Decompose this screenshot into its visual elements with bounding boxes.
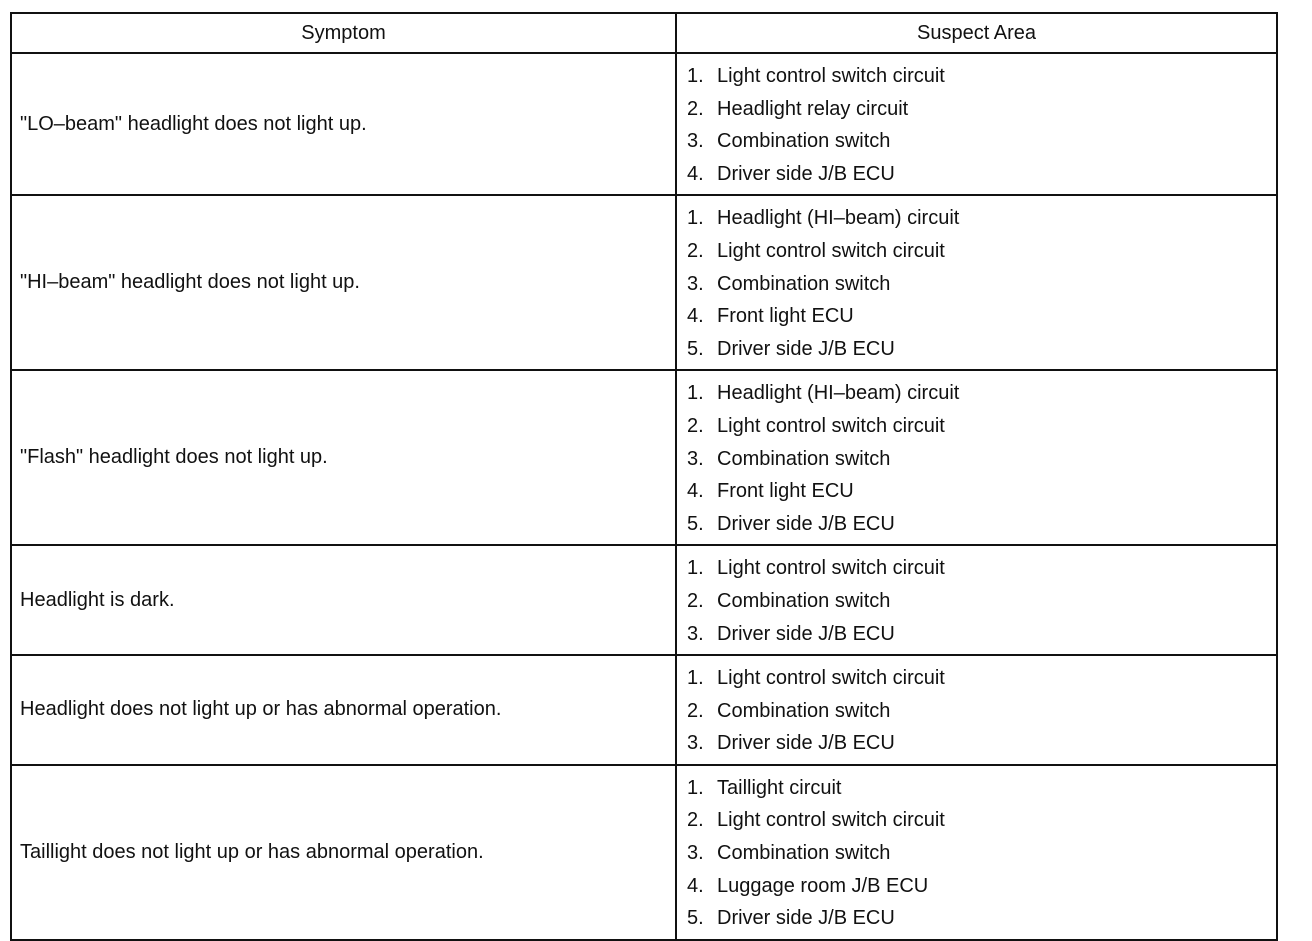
- list-item: [687, 552, 1276, 585]
- list-item: [687, 508, 1276, 541]
- item-number: 5.: [687, 907, 704, 930]
- symptom-cell: "LO–beam" headlight does not light up.: [11, 53, 676, 195]
- symptom-cell: Taillight does not light up or has abnormal operation.: [11, 765, 676, 940]
- item-number: 2.: [687, 239, 704, 262]
- item-number: 4.: [687, 874, 704, 897]
- item-number: 3.: [687, 447, 704, 470]
- item-text: Front light ECU: [717, 480, 854, 503]
- list-item: [687, 443, 1276, 476]
- table-body: [11, 53, 1277, 940]
- suspect-area-cell: [676, 195, 1277, 370]
- item-number: 3.: [687, 842, 704, 865]
- item-text: Combination switch: [717, 272, 891, 295]
- suspect-area-header: Suspect Area: [676, 13, 1277, 53]
- suspect-area-cell: [676, 370, 1277, 545]
- list-item: [687, 695, 1276, 728]
- list-item: [687, 870, 1276, 903]
- table-row: [11, 195, 1277, 370]
- suspect-area-cell: [676, 655, 1277, 765]
- list-item: [687, 158, 1276, 191]
- item-text: Headlight (HI–beam) circuit: [717, 382, 960, 405]
- suspect-area-list: [687, 772, 1276, 935]
- item-number: 1.: [687, 667, 704, 690]
- list-item: [687, 475, 1276, 508]
- item-text: Driver side J/B ECU: [717, 622, 895, 645]
- item-text: Driver side J/B ECU: [717, 337, 895, 360]
- item-text: Headlight relay circuit: [717, 97, 909, 120]
- item-number: 2.: [687, 809, 704, 832]
- suspect-area-cell: [676, 53, 1277, 195]
- list-item: [687, 93, 1276, 126]
- symptom-cell: "Flash" headlight does not light up.: [11, 370, 676, 545]
- item-number: 1.: [687, 207, 704, 230]
- list-item: [687, 585, 1276, 618]
- item-text: Taillight circuit: [717, 776, 842, 799]
- list-item: [687, 235, 1276, 268]
- item-text: Light control switch circuit: [717, 414, 945, 437]
- suspect-area-cell: [676, 765, 1277, 940]
- item-text: Headlight (HI–beam) circuit: [717, 207, 960, 230]
- list-item: [687, 902, 1276, 935]
- item-text: Driver side J/B ECU: [717, 907, 895, 930]
- table-row: [11, 53, 1277, 195]
- item-text: Driver side J/B ECU: [717, 512, 895, 535]
- item-text: Light control switch circuit: [717, 809, 945, 832]
- suspect-area-list: [687, 662, 1276, 760]
- item-text: Light control switch circuit: [717, 557, 945, 580]
- item-number: 2.: [687, 589, 704, 612]
- item-text: Combination switch: [717, 130, 891, 153]
- item-number: 2.: [687, 97, 704, 120]
- list-item: [687, 60, 1276, 93]
- item-number: 5.: [687, 337, 704, 360]
- item-text: Driver side J/B ECU: [717, 162, 895, 185]
- suspect-area-list: [687, 60, 1276, 190]
- list-item: [687, 618, 1276, 651]
- symptom-header: Symptom: [11, 13, 676, 53]
- item-number: 5.: [687, 512, 704, 535]
- item-number: 4.: [687, 162, 704, 185]
- symptom-cell: Headlight does not light up or has abnormal operation.: [11, 655, 676, 765]
- symptom-table: [10, 12, 1278, 941]
- item-text: Front light ECU: [717, 305, 854, 328]
- list-item: [687, 837, 1276, 870]
- item-number: 3.: [687, 130, 704, 153]
- table-row: [11, 370, 1277, 545]
- item-text: Combination switch: [717, 842, 891, 865]
- header-row: [11, 13, 1277, 53]
- list-item: [687, 202, 1276, 235]
- item-text: Driver side J/B ECU: [717, 732, 895, 755]
- suspect-area-cell: [676, 545, 1277, 655]
- list-item: [687, 804, 1276, 837]
- list-item: [687, 300, 1276, 333]
- item-number: 2.: [687, 414, 704, 437]
- table-row: [11, 655, 1277, 765]
- list-item: [687, 410, 1276, 443]
- table-row: [11, 765, 1277, 940]
- suspect-area-list: [687, 377, 1276, 540]
- suspect-area-list: [687, 202, 1276, 365]
- item-number: 1.: [687, 557, 704, 580]
- suspect-area-list: [687, 552, 1276, 650]
- item-number: 2.: [687, 699, 704, 722]
- item-number: 3.: [687, 732, 704, 755]
- item-text: Light control switch circuit: [717, 667, 945, 690]
- item-text: Light control switch circuit: [717, 239, 945, 262]
- item-text: Combination switch: [717, 699, 891, 722]
- list-item: [687, 268, 1276, 301]
- item-text: Luggage room J/B ECU: [717, 874, 929, 897]
- item-number: 4.: [687, 480, 704, 503]
- symptom-cell: "HI–beam" headlight does not light up.: [11, 195, 676, 370]
- item-text: Combination switch: [717, 589, 891, 612]
- list-item: [687, 662, 1276, 695]
- item-text: Light control switch circuit: [717, 65, 945, 87]
- list-item: [687, 772, 1276, 805]
- item-number: 3.: [687, 622, 704, 645]
- table-row: [11, 545, 1277, 655]
- item-number: 1.: [687, 382, 704, 405]
- item-number: 1.: [687, 776, 704, 799]
- item-number: 3.: [687, 272, 704, 295]
- symptom-cell: Headlight is dark.: [11, 545, 676, 655]
- list-item: [687, 377, 1276, 410]
- item-text: Combination switch: [717, 447, 891, 470]
- item-number: 4.: [687, 305, 704, 328]
- list-item: [687, 727, 1276, 760]
- list-item: [687, 125, 1276, 158]
- item-number: 1.: [687, 65, 704, 87]
- list-item: [687, 333, 1276, 366]
